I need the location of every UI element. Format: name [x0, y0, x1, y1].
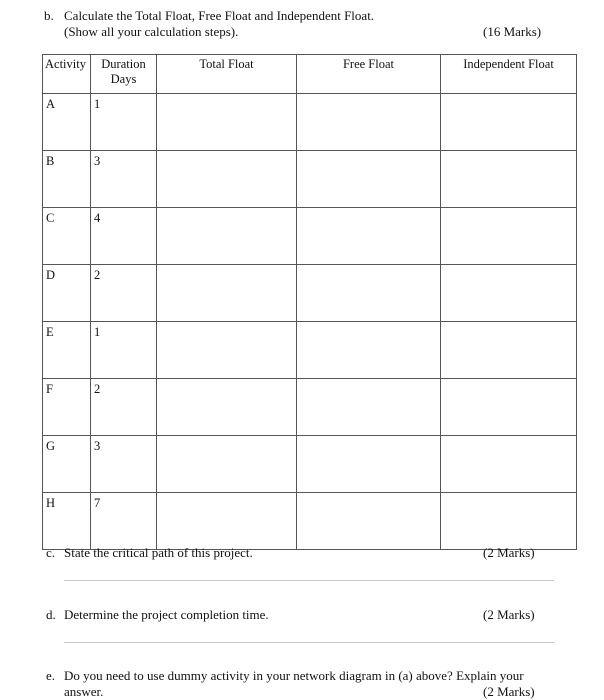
free-float-cell[interactable] [297, 208, 441, 265]
header-duration [91, 55, 157, 94]
independent-float-cell[interactable] [441, 322, 577, 379]
question-c-text: State the critical path of this project. [64, 545, 253, 560]
float-table [42, 54, 577, 550]
total-float-cell[interactable] [157, 208, 297, 265]
free-float-cell[interactable] [297, 265, 441, 322]
total-float-cell[interactable] [157, 436, 297, 493]
question-d-label: d. [46, 607, 56, 622]
total-float-cell[interactable] [157, 322, 297, 379]
header-activity: Activity [43, 55, 91, 94]
table-row [43, 208, 577, 265]
table-row [43, 265, 577, 322]
duration-cell: 3 [91, 436, 157, 493]
answer-line-d[interactable] [64, 642, 554, 643]
header-free-float: Free Float [297, 55, 441, 94]
question-b-marks: (16 Marks) [483, 24, 542, 39]
duration-cell: 4 [91, 208, 157, 265]
question-c-label: c. [46, 545, 56, 560]
free-float-cell[interactable] [297, 94, 441, 151]
free-float-cell[interactable] [297, 322, 441, 379]
free-float-cell[interactable] [297, 151, 441, 208]
duration-cell: 3 [91, 151, 157, 208]
duration-cell: 1 [91, 322, 157, 379]
table-row [43, 379, 577, 436]
activity-cell: F [43, 379, 91, 436]
independent-float-cell[interactable] [441, 265, 577, 322]
independent-float-cell[interactable] [441, 379, 577, 436]
header-independent-float: Independent Float [441, 55, 577, 94]
activity-cell: A [43, 94, 91, 151]
total-float-cell[interactable] [157, 379, 297, 436]
independent-float-cell[interactable] [441, 208, 577, 265]
activity-cell: D [43, 265, 91, 322]
table-header-row [43, 55, 577, 94]
duration-cell: 2 [91, 379, 157, 436]
activity-cell: H [43, 493, 91, 550]
independent-float-cell[interactable] [441, 436, 577, 493]
free-float-cell[interactable] [297, 493, 441, 550]
duration-cell: 2 [91, 265, 157, 322]
question-d-text: Determine the project completion time. [64, 607, 269, 622]
question-b-text-line1: Calculate the Total Float, Free Float and Independent Float. [64, 8, 375, 23]
header-total-float: Total Float [157, 55, 297, 94]
free-float-cell[interactable] [297, 436, 441, 493]
duration-cell: 7 [91, 493, 157, 550]
duration-cell: 1 [91, 94, 157, 151]
header-duration-line2: Days [110, 72, 137, 86]
activity-cell: E [43, 322, 91, 379]
activity-cell: B [43, 151, 91, 208]
question-c-marks: (2 Marks) [483, 545, 535, 560]
total-float-cell[interactable] [157, 151, 297, 208]
table-row [43, 493, 577, 550]
table-row [43, 151, 577, 208]
total-float-cell[interactable] [157, 265, 297, 322]
activity-cell: C [43, 208, 91, 265]
question-e-label: e. [46, 668, 56, 683]
question-b-text-line2: (Show all your calculation steps). [64, 24, 239, 39]
question-e-text-line2: answer. [64, 684, 104, 699]
independent-float-cell[interactable] [441, 94, 577, 151]
table-row [43, 94, 577, 151]
question-e-marks: (2 Marks) [483, 684, 535, 699]
question-b-label: b. [44, 8, 54, 23]
question-e-text-line1: Do you need to use dummy activity in your network diagram in (a) above? Explain your [64, 668, 524, 683]
table-row [43, 322, 577, 379]
free-float-cell[interactable] [297, 379, 441, 436]
independent-float-cell[interactable] [441, 493, 577, 550]
table-row [43, 436, 577, 493]
answer-line-c[interactable] [64, 580, 554, 581]
question-d-marks: (2 Marks) [483, 607, 535, 622]
total-float-cell[interactable] [157, 94, 297, 151]
total-float-cell[interactable] [157, 493, 297, 550]
independent-float-cell[interactable] [441, 151, 577, 208]
activity-cell: G [43, 436, 91, 493]
header-duration-line1: Duration [101, 57, 146, 71]
